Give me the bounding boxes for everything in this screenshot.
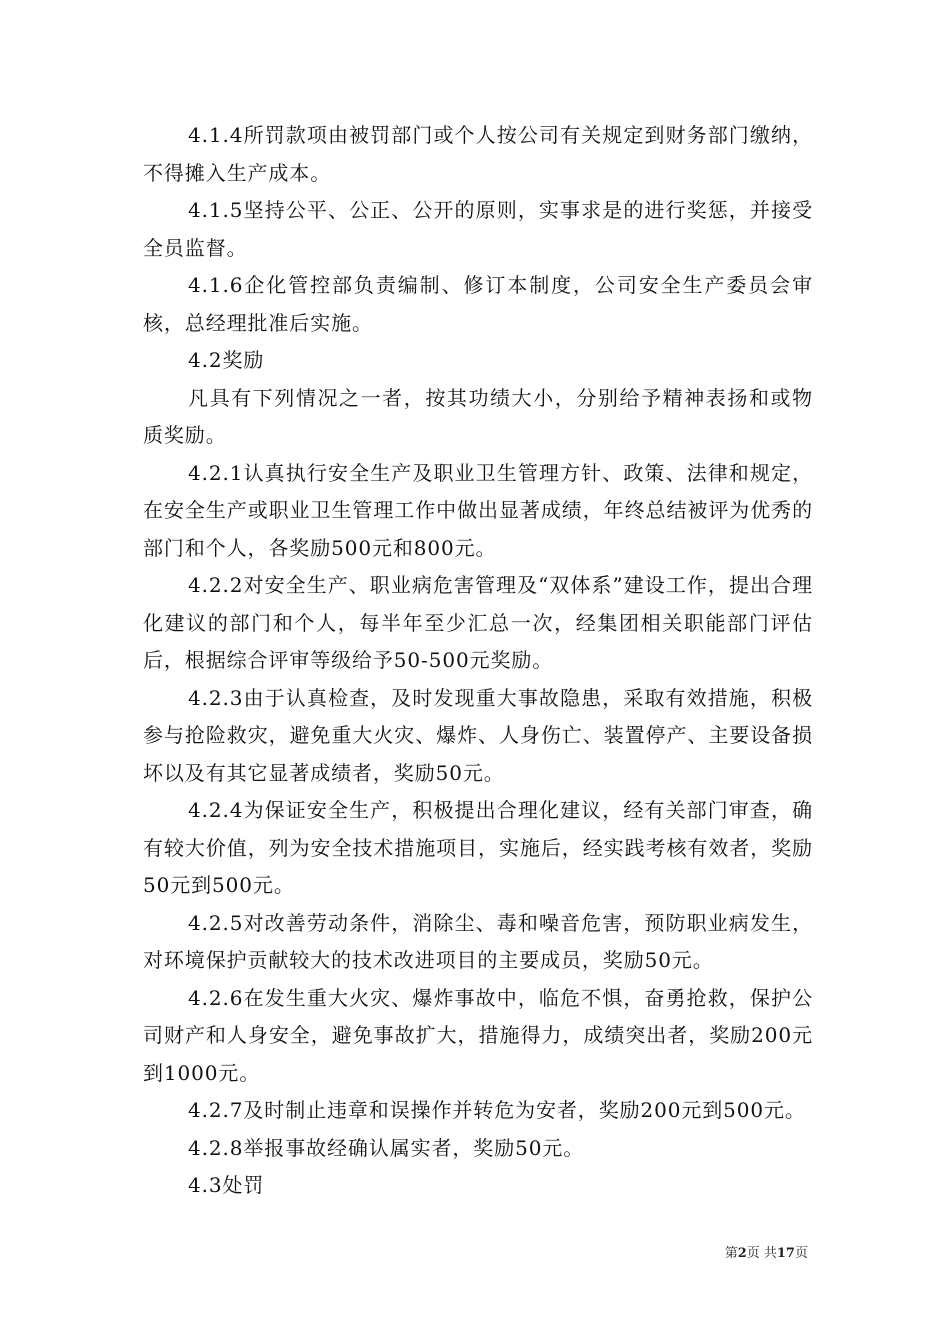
section-heading-4-2: 4.2奖励 [188,348,265,372]
paragraph-4-2-3: 4.2.3由于认真检查，及时发现重大事故隐患，采取有效措施，积极参与抢险救灾，避免重大火灾、爆炸、人身伤亡、装置停产、主要设备损坏以及有其它显著成绩者，奖励50元。 [143,685,813,785]
footer-middle: 页 共 [746,1246,777,1261]
footer-total-pages: 17 [776,1246,795,1261]
footer-suffix: 页 [794,1246,808,1261]
footer-current-page: 2 [737,1246,747,1261]
paragraph-4-2-6: 4.2.6在发生重大火灾、爆炸事故中，临危不惧，奋勇抢救，保护公司财产和人身安全，避免事故扩大，措施得力，成绩突出者，奖励200元到1000元。 [143,985,813,1085]
paragraph-4-2-2: 4.2.2对安全生产、职业病危害管理及“双体系”建设工作，提出合理化建议的部门和个人，每半年至少汇总一次，经集团相关职能部门评估后，根据综合评审等级给予50-500元奖励。 [143,573,813,672]
footer-prefix: 第 [724,1246,738,1261]
paragraph-4-2-7: 4.2.7及时制止违章和误操作并转危为安者，奖励200元到500元。 [188,1098,806,1122]
paragraph-4-1-4: 4.1.4所罚款项由被罚部门或个人按公司有关规定到财务部门缴纳，不得摊入生产成本。 [143,123,813,185]
section-heading-4-3: 4.3处罚 [188,1173,265,1197]
paragraph-4-2-8: 4.2.8举报事故经确认属实者，奖励50元。 [188,1135,585,1160]
paragraph-reward-intro: 凡具有下列情况之一者，按其功绩大小，分别给予精神表扬和或物质奖励。 [143,385,813,447]
paragraph-4-2-4: 4.2.4为保证安全生产，积极提出合理化建议，经有关部门审查，确有较大价值，列为安全技术措施项目，实施后，经实践考核有效者，奖励50元到500元。 [143,798,813,897]
paragraph-4-2-1: 4.2.1认真执行安全生产及职业卫生管理方针、政策、法律和规定，在安全生产或职业卫生管理工作中做出显著成绩，年终总结被评为优秀的部门和个人，各奖励500元和800元。 [143,460,813,560]
paragraph-4-1-6: 4.1.6企化管控部负责编制、修订本制度，公司安全生产委员会审核，总经理批准后实施。 [143,273,813,335]
body-text [143,117,813,1205]
paragraph-4-2-5: 4.2.5对改善劳动条件，消除尘、毒和噪音危害，预防职业病发生，对环境保护贡献较大的技术改进项目的主要成员，奖励50元。 [143,910,813,972]
page-number-footer [725,1246,808,1262]
paragraph-4-1-5: 4.1.5坚持公平、公正、公开的原则，实事求是的进行奖惩，并接受全员监督。 [143,198,813,260]
